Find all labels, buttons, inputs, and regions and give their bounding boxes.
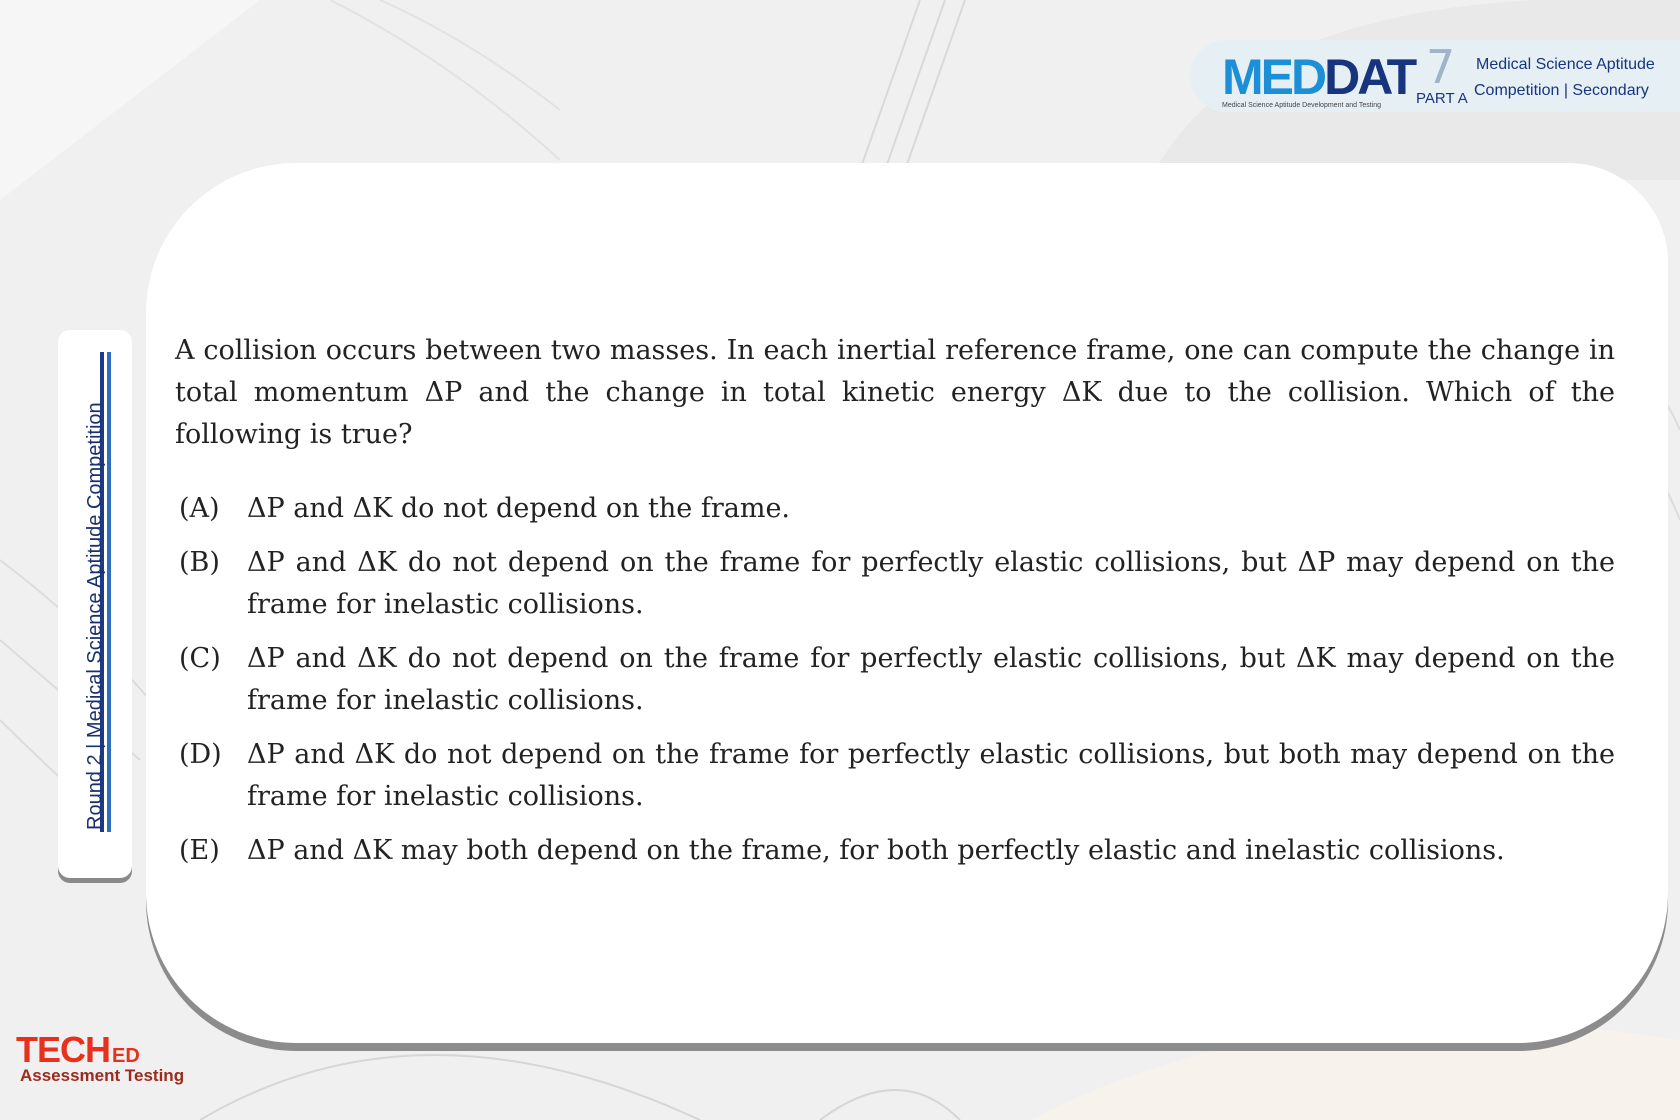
- option-text: ΔP and ΔK may both depend on the frame, for both perfectly elastic and inelastic collisions.: [247, 835, 1505, 866]
- side-tab-accent-light: [107, 352, 111, 832]
- teched-subtitle: Assessment Testing: [20, 1066, 185, 1085]
- meddat-wordmark: MEDDAT: [1222, 49, 1415, 105]
- option-text: ΔP and ΔK do not depend on the frame for perfectly elastic collisions, but ΔK may depend on the frame for inelastic collisions.: [247, 643, 1615, 716]
- option-text: ΔP and ΔK do not depend on the frame for perfectly elastic collisions, but ΔP may depend on the frame for inelastic collisions.: [247, 547, 1615, 620]
- meddat-tagline: Medical Science Aptitude Development and Testing: [1222, 102, 1382, 109]
- option-letter: (E): [179, 835, 220, 866]
- round-label: Round 2 | Medical Science Aptitude Competition: [84, 402, 106, 830]
- meddat-logo: [1222, 49, 1415, 112]
- option-text: ΔP and ΔK do not depend on the frame for perfectly elastic collisions, but both may depend on the frame for inelastic collisions.: [247, 739, 1615, 812]
- option-e: [175, 830, 1615, 872]
- option-c: [175, 638, 1615, 722]
- question-text: A collision occurs between two masses. In each inertial reference frame, one can compute the change in total momentum ΔP and the change in total kinetic energy ΔK due to the collision. Which of the following is true?: [175, 335, 1615, 450]
- competition-title-line2: Competition | Secondary: [1474, 82, 1649, 99]
- option-letter: (C): [179, 643, 221, 674]
- part-label: PART A: [1416, 90, 1468, 107]
- option-letter: (D): [179, 739, 222, 770]
- answer-options: [175, 488, 1615, 884]
- option-letter: (B): [179, 547, 220, 578]
- competition-title-line1: Medical Science Aptitude: [1476, 56, 1655, 73]
- round-number: 7: [1426, 40, 1456, 94]
- option-d: [175, 734, 1615, 818]
- teched-wordmark: TECH: [16, 1029, 110, 1070]
- option-a: [175, 488, 1615, 530]
- option-text: ΔP and ΔK do not depend on the frame.: [247, 493, 791, 524]
- teched-logo: [16, 1029, 206, 1088]
- option-b: [175, 542, 1615, 626]
- option-letter: (A): [179, 493, 220, 524]
- teched-ed-mark: ED: [112, 1045, 140, 1067]
